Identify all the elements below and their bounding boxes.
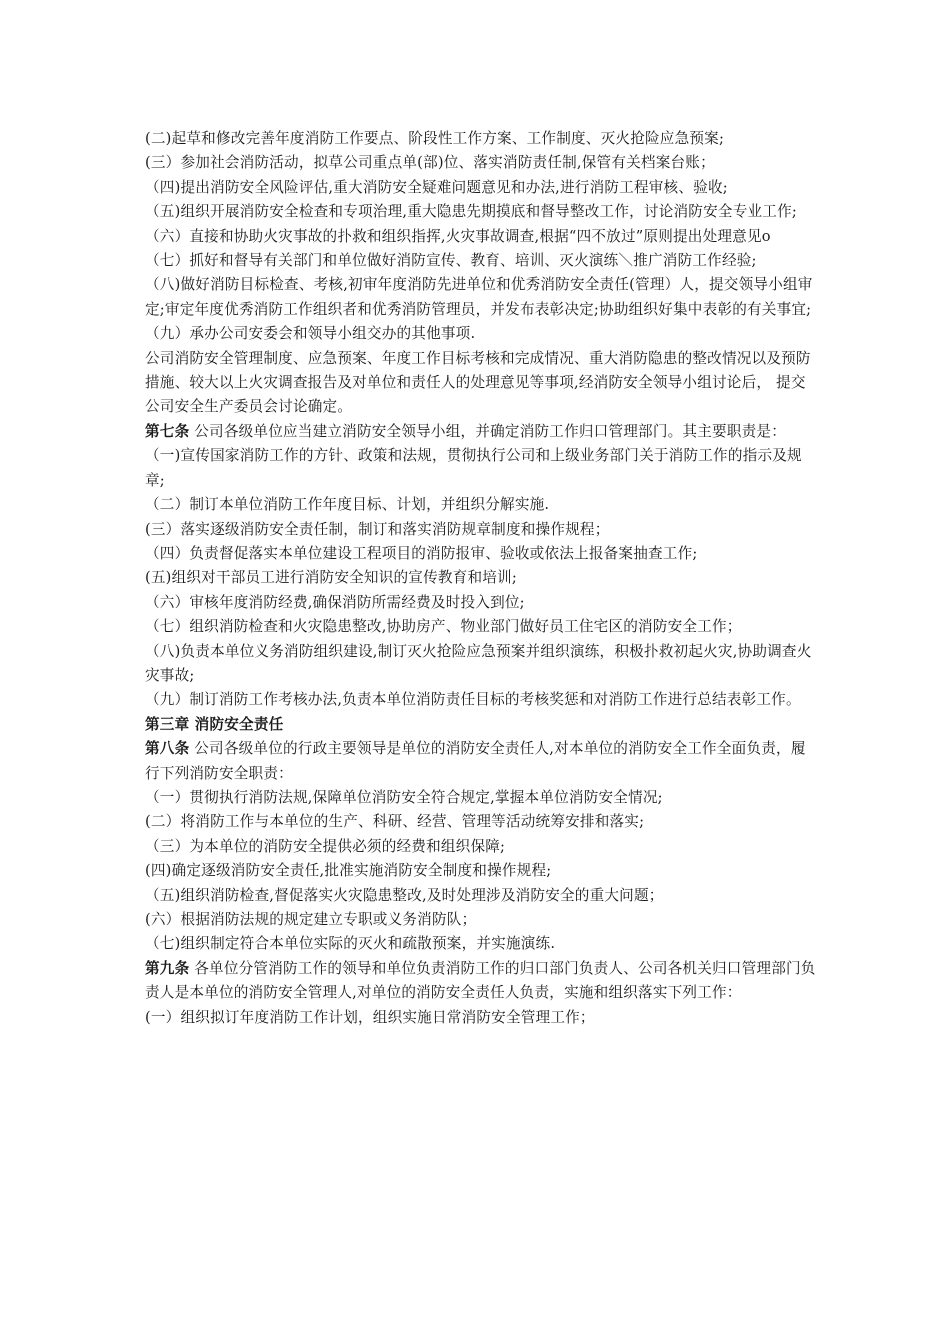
paragraph-text: （七）抓好和督导有关部门和单位做好消防宣传、教育、培训、灭火演练＼推广消防工作经验;: [145, 252, 757, 270]
paragraph-27: [145, 932, 817, 956]
paragraph-10: [145, 444, 817, 493]
paragraph-text: （七)组织制定符合本单位实际的灭火和疏散预案，并实施演练.: [145, 935, 556, 953]
paragraph-18: [145, 688, 817, 712]
paragraph-text: （七）组织消防检查和火灾隐患整改,协助房产、物业部门做好员工住宅区的消防安全工作；: [145, 618, 742, 636]
paragraph-text: (一）组织拟订年度消防工作计划，组织实施日常消防安全管理工作；: [145, 1008, 595, 1026]
paragraph-text: (四)确定逐级消防安全责任,批准实施消防安全制度和操作规程;: [145, 862, 552, 880]
paragraph-2: [145, 176, 817, 200]
paragraph-text: (六）根据消防法规的规定建立专职或义务消防队；: [145, 911, 477, 928]
article-label: 第九条: [145, 959, 190, 977]
paragraph-text: (二）将消防工作与本单位的生产、科研、经营、管理等活动统筹安排和落实;: [145, 813, 645, 831]
paragraph-13: [145, 542, 817, 566]
paragraph-text: （五)组织消防检查,督促落实火灾隐患整改,及时处理涉及消防安全的重大问题；: [145, 886, 664, 904]
paragraph-7: [145, 322, 817, 346]
paragraph-text: 公司各级单位应当建立消防安全领导小组，并确定消防工作归口管理部门。其主要职责是：: [189, 422, 786, 440]
paragraph-text: （九）制订消防工作考核办法,负责本单位消防责任目标的考核奖惩和对消防工作进行总结表彰工作。: [145, 691, 801, 709]
chapter-title: 第三章 消防安全责任: [145, 715, 284, 733]
paragraph-15: [145, 591, 817, 615]
chapter-3-heading: [145, 713, 817, 737]
paragraph-text: （八)负责本单位义务消防组织建设,制订灭火抢险应急预案并组织演练，积极扑救初起火灾,协助调查火灾事故;: [145, 642, 812, 684]
paragraph-text: (三）参加社会消防活动，拟草公司重点单(部)位、落实消防责任制,保管有关档案台账；: [145, 154, 715, 172]
paragraph-12: [145, 518, 817, 542]
paragraph-24: [145, 859, 817, 883]
paragraph-text: （六）审核年度消防经费,确保消防所需经费及时投入到位;: [145, 593, 525, 611]
document-body: [145, 127, 817, 1030]
paragraph-26: [145, 908, 817, 932]
paragraph-text: 各单位分管消防工作的领导和单位负责消防工作的归口部门负责人、公司各机关归口管理部门负责人是本单位的消防安全管理人,对单位的消防安全责任人负责，实施和组织落实下列工作：: [145, 959, 816, 1002]
paragraph-16: [145, 615, 817, 639]
article-7: [145, 420, 817, 444]
article-label: 第七条: [145, 422, 190, 440]
paragraph-text: （四）负责督促落实本单位建设工程项目的消防报审、验收或依法上报备案抽查工作;: [145, 544, 698, 562]
paragraph-29: [145, 1006, 817, 1030]
paragraph-text: （四)提出消防安全风险评估,重大消防安全疑难问题意见和办法,进行消防工程审核、验收;: [145, 178, 728, 196]
paragraph-22: [145, 810, 817, 834]
paragraph-text: （八)做好消防目标检查、考核,初审年度消防先进单位和优秀消防安全责任(管理）人，提交领导小组审定;审定年度优秀消防工作组织者和优秀消防管理员，并发布表彰决定;协助组织好集中表彰的有关事宜;: [145, 276, 813, 318]
article-8: [145, 737, 817, 786]
paragraph-17: [145, 640, 817, 689]
paragraph-25: [145, 884, 817, 908]
paragraph-text: (三）落实逐级消防安全责任制，制订和落实消防规章制度和操作规程；: [145, 520, 610, 538]
paragraph-21: [145, 786, 817, 810]
paragraph-3: [145, 200, 817, 224]
paragraph-text: （三）为本单位的消防安全提供必须的经费和组织保障;: [145, 837, 506, 855]
paragraph-text: （五)组织开展消防安全检查和专项治理,重大隐患先期摸底和督导整改工作，讨论消防安全专业工作;: [145, 203, 797, 221]
article-9: [145, 957, 817, 1006]
paragraph-text: （二）制订本单位消防工作年度目标、计划，并组织分解实施.: [145, 496, 550, 514]
paragraph-8: [145, 347, 817, 420]
paragraph-11: [145, 493, 817, 517]
paragraph-text: （六）直接和协助火灾事故的扑救和组织指挥,火灾事故调查,根据“四不放过”原则提出处理意见o: [145, 227, 771, 245]
paragraph-text: （一）贯彻执行消防法规,保障单位消防安全符合规定,掌握本单位消防安全情况;: [145, 788, 663, 806]
paragraph-1: [145, 151, 817, 175]
paragraph-23: [145, 835, 817, 859]
paragraph-text: 公司各级单位的行政主要领导是单位的消防安全责任人,对本单位的消防安全工作全面负责，履行下列消防安全职责：: [145, 740, 806, 782]
paragraph-5: [145, 249, 817, 273]
paragraph-4: [145, 225, 817, 249]
paragraph-text: 公司消防安全管理制度、应急预案、年度工作目标考核和完成情况、重大消防隐患的整改情况以及预防措施、较大以上火灾调查报告及对单位和责任人的处理意见等事项,经消防安全领导小组讨论后， 提交公司安全生产委员会讨论确定。: [145, 349, 811, 416]
paragraph-text: （一)宣传国家消防工作的方针、政策和法规，贯彻执行公司和上级业务部门关于消防工作的指示及规章;: [145, 447, 802, 489]
paragraph-6: [145, 273, 817, 322]
article-label: 第八条: [145, 740, 190, 758]
paragraph-text: (二)起草和修改完善年度消防工作要点、阶段性工作方案、工作制度、灭火抢险应急预案;: [145, 130, 725, 147]
paragraph-text: （九）承办公司安委会和领导小组交办的其他事项.: [145, 325, 476, 343]
paragraph-0: [145, 127, 817, 151]
paragraph-14: [145, 566, 817, 590]
paragraph-text: (五)组织对干部员工进行消防安全知识的宣传教育和培训;: [145, 569, 517, 587]
